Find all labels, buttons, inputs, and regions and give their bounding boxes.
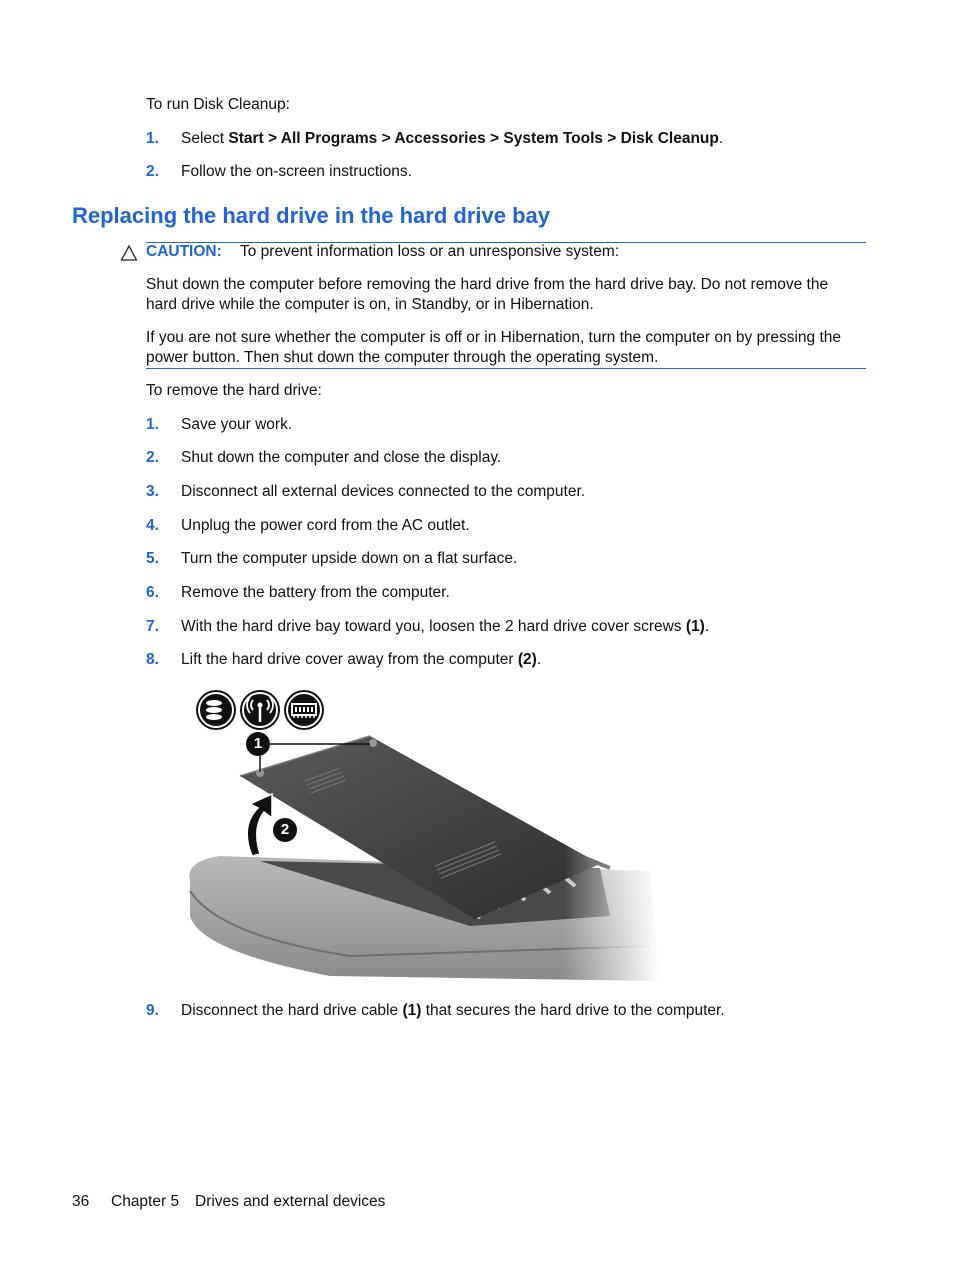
- hard-drive-icon: [196, 690, 236, 730]
- caution-para-2: If you are not sure whether the computer is off or in Hibernation, turn the computer on by pressing the power button. Then shut down the computer through the operating system.: [146, 329, 842, 366]
- footer-title: Drives and external devices: [195, 1193, 386, 1210]
- page-number: 36: [72, 1193, 90, 1210]
- caution-bottom-rule: [146, 368, 866, 369]
- caution-label: CAUTION:: [146, 243, 222, 260]
- footer-chapter: Chapter 5: [111, 1193, 180, 1210]
- caution-line: [146, 242, 222, 262]
- cover-screw-1: [369, 739, 377, 747]
- callout-2-badge: 2: [273, 818, 297, 842]
- caution-triangle-icon: [120, 244, 138, 262]
- intro-lead: To run Disk Cleanup:: [146, 96, 290, 113]
- hard-drive-cover-figure: [180, 686, 660, 981]
- section-heading: Replacing the hard drive in the hard drive bay: [72, 203, 551, 228]
- wireless-icon: [240, 690, 280, 730]
- step-number: 1.: [146, 130, 159, 147]
- step-number: 2.: [146, 163, 159, 180]
- caution-para-1: Shut down the computer before removing the hard drive from the hard drive bay. Do not remove the hard drive while the computer is on, in Standby, or in Hibernation.: [146, 276, 829, 313]
- memory-icon: [284, 690, 324, 730]
- menu-path: Start > All Programs > Accessories > System Tools > Disk Cleanup: [228, 130, 719, 147]
- caution-text: To prevent information loss or an unresponsive system:: [240, 243, 620, 260]
- callout-1-badge: 1: [246, 732, 270, 756]
- removal-lead: To remove the hard drive:: [146, 382, 322, 399]
